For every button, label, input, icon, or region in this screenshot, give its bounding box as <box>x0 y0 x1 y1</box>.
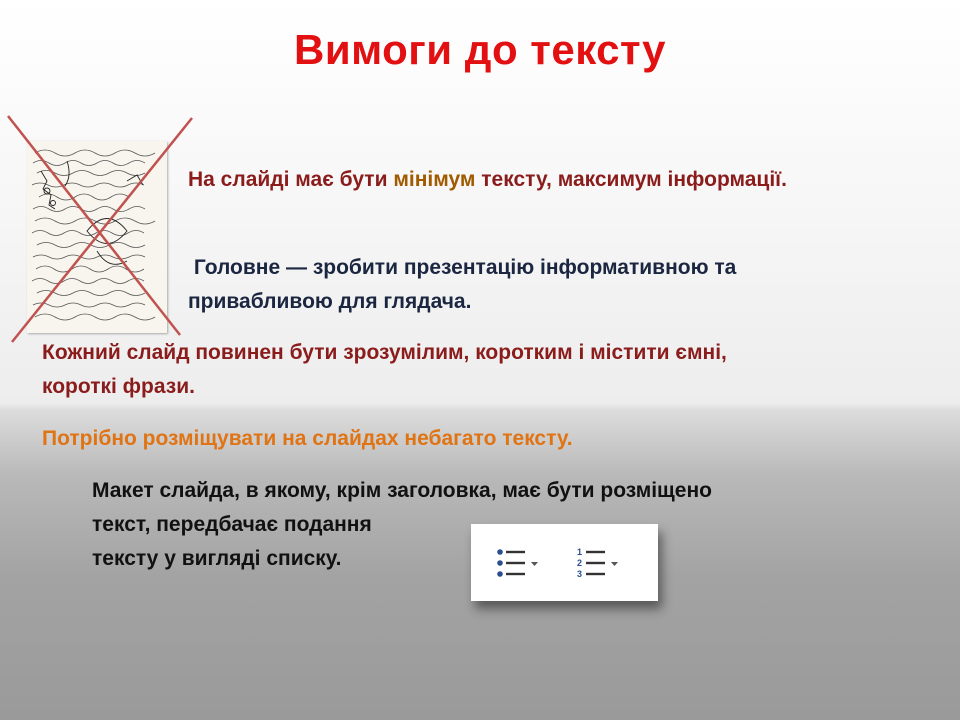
bulleted-list-icon <box>495 546 539 580</box>
number-2-glyph: 2 <box>577 558 583 568</box>
p5-line-3: тексту у вигляді списку. <box>92 547 342 570</box>
dropdown-arrow-icon <box>611 562 618 566</box>
number-1-glyph: 1 <box>577 547 583 557</box>
number-3-glyph: 3 <box>577 569 583 579</box>
dropdown-arrow-icon <box>531 562 538 566</box>
paragraph-main-goal <box>188 251 888 319</box>
p2-line-2: привабливою для глядача. <box>188 290 472 313</box>
p5-line-2: текст, передбачає подання <box>92 513 372 536</box>
p5-line-1: Макет слайда, в якому, крім заголовка, має бути розміщено <box>92 479 712 502</box>
numbered-list-icon <box>575 546 619 580</box>
crossed-out-manuscript-icon <box>0 110 200 345</box>
paragraph-each-slide <box>42 336 942 404</box>
p3-line-2: короткі фрази. <box>42 375 195 398</box>
list-toolbar-image <box>471 524 658 601</box>
p3-line-1: Кожний слайд повинен бути зрозумілим, коротким і містити ємні, <box>42 341 727 364</box>
slide-title: Вимоги до тексту <box>293 26 666 73</box>
p2-line-1: Головне — зробити презентацію інформативною та <box>188 256 737 279</box>
p1-highlight: мінімум <box>393 168 476 191</box>
paragraph-minimum-text <box>188 163 838 197</box>
paragraph-little-text: Потрібно розміщувати на слайдах небагато тексту. <box>42 427 573 450</box>
p1-text-end: тексту, максимум інформації. <box>475 168 787 191</box>
p1-text-start: На слайді має бути <box>188 168 394 191</box>
